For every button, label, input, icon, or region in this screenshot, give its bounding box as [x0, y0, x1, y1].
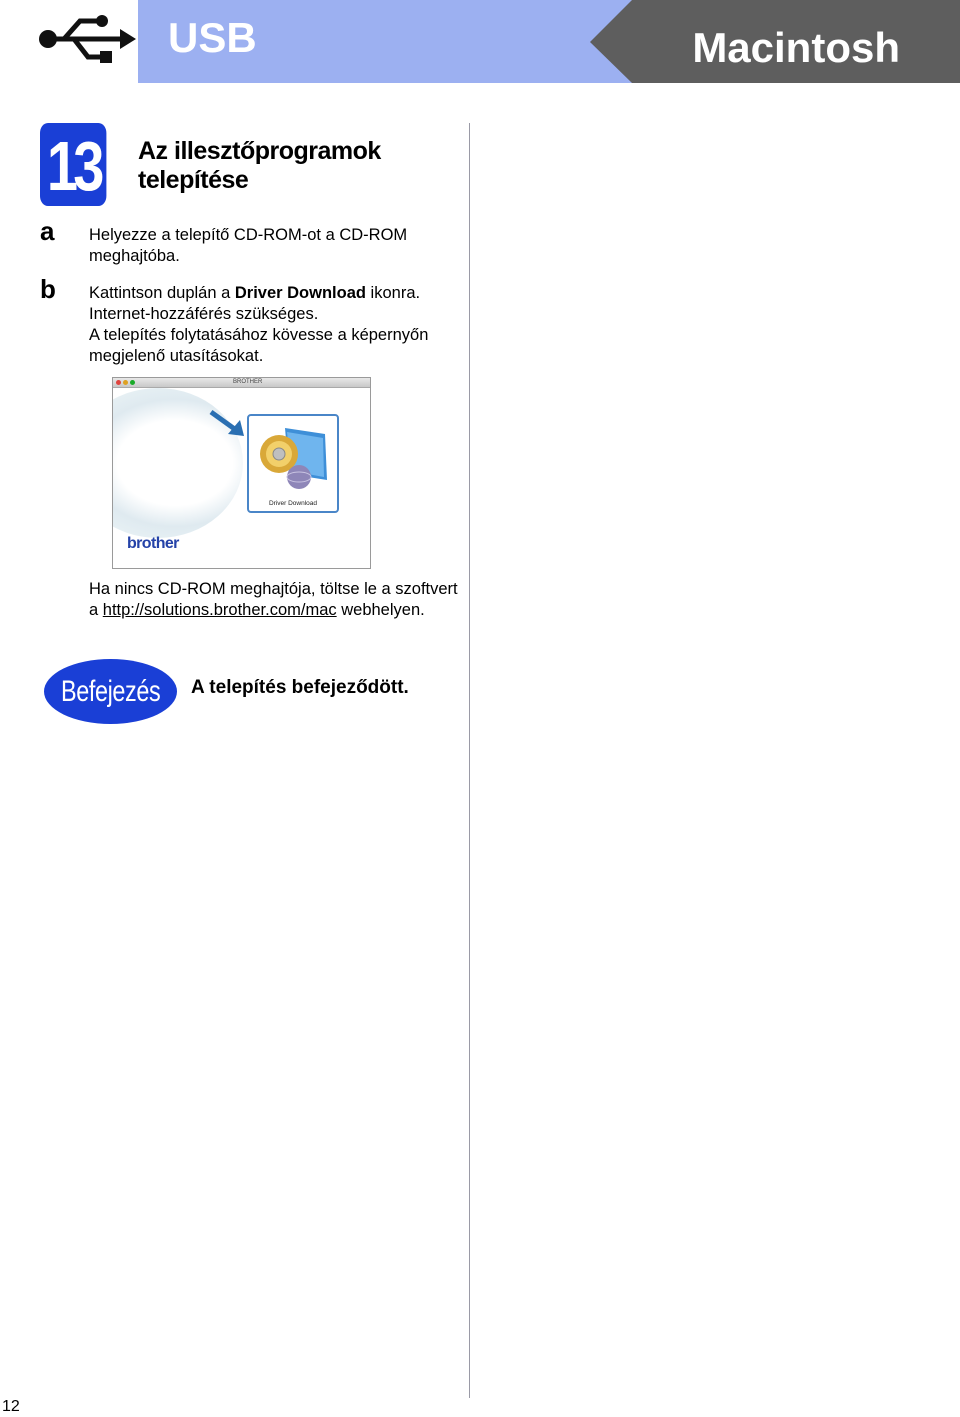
header-usb-title: USB	[168, 14, 257, 61]
header-macintosh-title: Macintosh	[692, 24, 900, 71]
driver-download-illustration	[255, 422, 331, 494]
driver-download-tile-label: Driver Download	[268, 500, 318, 507]
driver-download-label: Driver Download	[234, 284, 366, 302]
window-titlebar	[113, 378, 370, 388]
substep-letter-a: a	[40, 216, 55, 246]
note-text-pre: Ha nincs CD-ROM meghajtója, töltse le a szoftvert a	[89, 580, 458, 619]
substep-b-line2: Internet-hozzáférés szükséges.	[89, 305, 319, 323]
minimize-dot-icon	[123, 380, 128, 385]
step-number-badge: 13	[40, 123, 106, 206]
substep-letter-b: b	[40, 274, 56, 304]
usb-icon	[36, 12, 136, 66]
brother-logo: brother	[127, 535, 179, 552]
arrow-icon	[208, 408, 248, 438]
substep-b-text	[89, 283, 459, 367]
zoom-dot-icon	[130, 380, 135, 385]
finish-badge	[44, 659, 177, 724]
substep-b-line3: A telepítés folytatásához kövesse a képernyőn megjelenő utasításokat.	[89, 326, 429, 365]
header-divider	[590, 0, 632, 83]
page-number: 12	[2, 1398, 20, 1415]
globe-icon	[287, 465, 311, 489]
window-title: BROTHER	[233, 379, 263, 385]
substep-b-line1-pre: Kattintson duplán a	[89, 284, 235, 302]
solutions-link[interactable]: http://solutions.brother.com/mac	[102, 601, 337, 619]
column-divider	[469, 123, 470, 1398]
installer-screenshot	[112, 377, 371, 569]
note-text-post: webhelyen.	[336, 601, 425, 619]
installation-finished-text: A telepítés befejeződött.	[191, 677, 409, 698]
finish-badge-label: Befejezés	[60, 675, 161, 708]
no-cdrom-note	[89, 579, 459, 621]
substep-a-text: Helyezze a telepítő CD-ROM-ot a CD-ROM meghajtóba.	[89, 226, 408, 265]
close-dot-icon	[116, 380, 121, 385]
substep-b-line1-post: ikonra.	[365, 284, 421, 302]
step-title: Az illesztőprogramok telepítése	[138, 137, 381, 194]
driver-download-tile[interactable]	[247, 414, 339, 513]
